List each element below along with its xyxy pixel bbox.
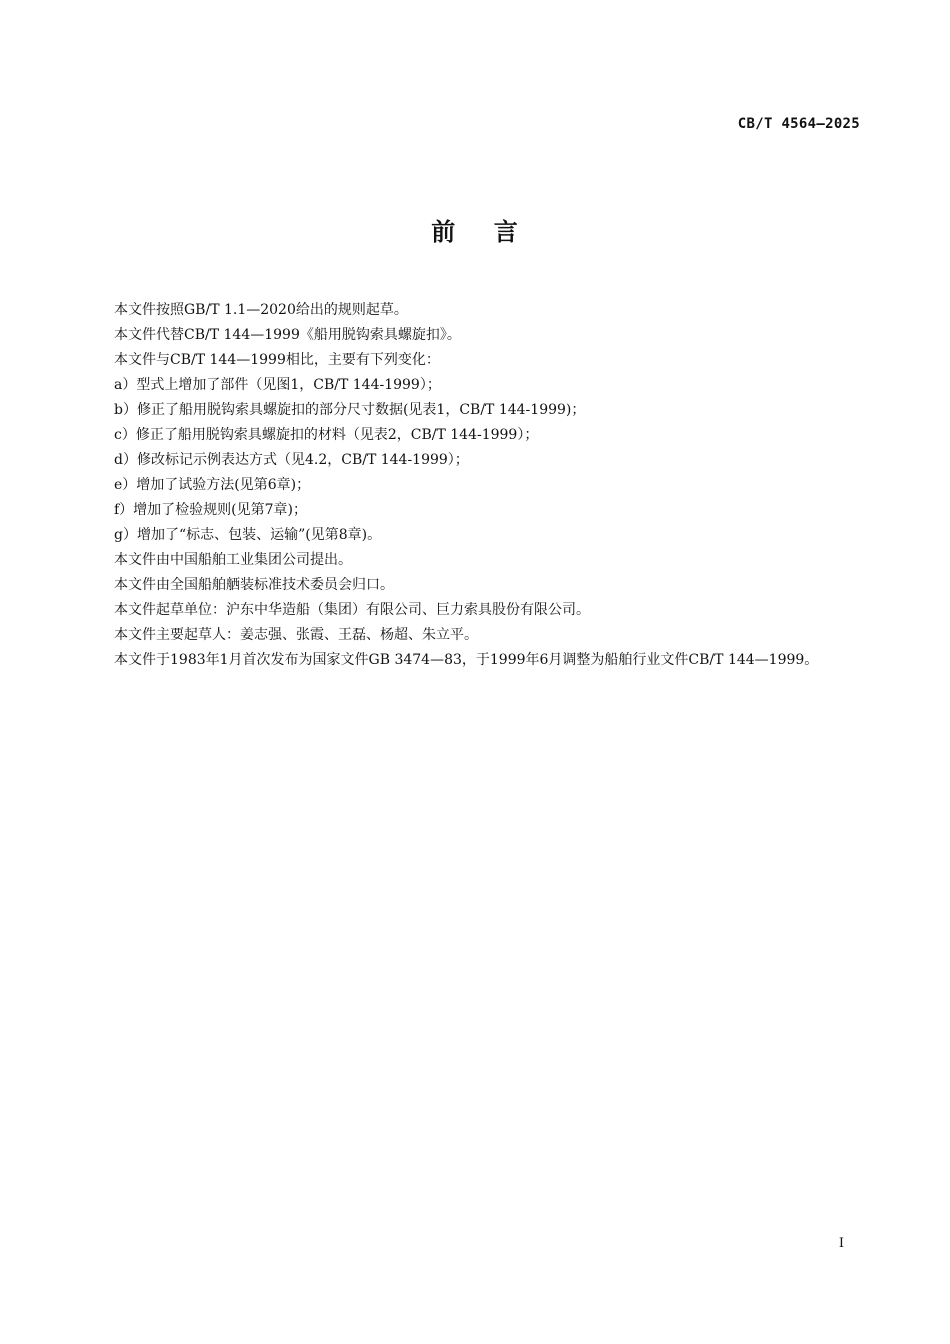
paragraph-drafting-rules: 本文件按照GB/T 1.1—2020给出的规则起草。 xyxy=(114,302,408,318)
change-item-c: c）修正了船用脱钩索具螺旋扣的材料（见表2，CB/T 144-1999）； xyxy=(114,427,539,443)
page-number: I xyxy=(838,1236,844,1251)
change-item-e: e）增加了试验方法(见第6章)； xyxy=(114,477,311,493)
page-title: 前 言 xyxy=(431,218,519,246)
change-item-g: g）增加了“标志、包装、运输”(见第8章)。 xyxy=(114,527,382,543)
change-item-b: b）修正了船用脱钩索具螺旋扣的部分尺寸数据(见表1，CB/T 144-1999)； xyxy=(114,402,586,418)
paragraph-history: 本文件于1983年1月首次发布为国家文件GB 3474—83，于1999年6月调整为船舶行业文件CB/T 144—1999。 xyxy=(114,652,819,668)
paragraph-centralized-by: 本文件由全国船舶舾装标准技术委员会归口。 xyxy=(114,577,394,593)
foreword-body xyxy=(114,298,864,673)
change-item-d: d）修改标记示例表达方式（见4.2，CB/T 144-1999）； xyxy=(114,452,469,468)
change-item-f: f）增加了检验规则(见第7章)； xyxy=(114,502,308,518)
paragraph-drafters: 本文件主要起草人：姜志强、张霞、王磊、杨超、朱立平。 xyxy=(114,627,478,643)
paragraph-changes-intro: 本文件与CB/T 144—1999相比，主要有下列变化： xyxy=(114,352,440,368)
paragraph-proposed-by: 本文件由中国船舶工业集团公司提出。 xyxy=(114,552,352,568)
change-item-a: a）型式上增加了部件（见图1，CB/T 144-1999）； xyxy=(114,377,441,393)
document-code: CB/T 4564—2025 xyxy=(737,116,860,132)
paragraph-drafting-units: 本文件起草单位：沪东中华造船（集团）有限公司、巨力索具股份有限公司。 xyxy=(114,602,590,618)
paragraph-replaces: 本文件代替CB/T 144—1999《船用脱钩索具螺旋扣》。 xyxy=(114,327,461,343)
